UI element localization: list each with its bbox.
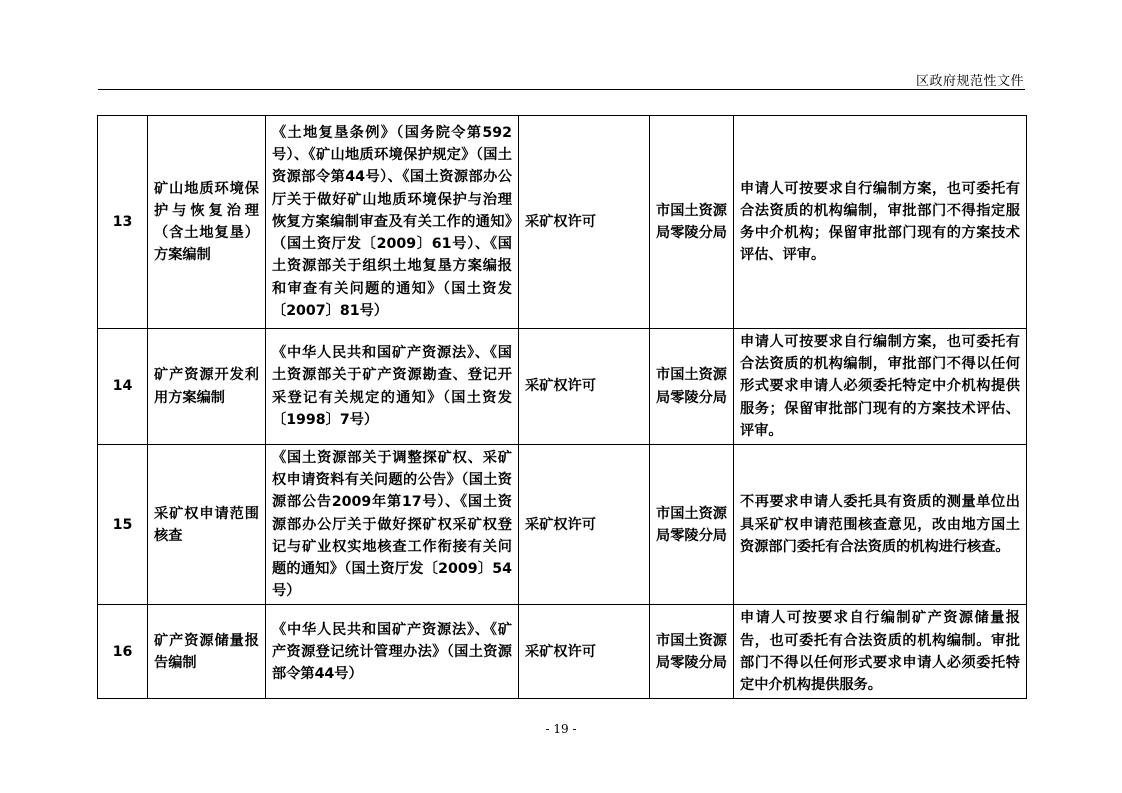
document-header-title: 区政府规范性文件 [915,74,1024,89]
approval-category: 采矿权许可 [519,605,650,699]
items-table [97,115,1027,699]
table-row [98,445,1027,605]
legal-basis: 《国土资源部关于调整探矿权、采矿权申请资料有关问题的公告》（国土资源部公告2009年第17号）、《国土资源部办公厅关于做好探矿权采矿权登记与矿业权实地核查工作衔接有关问题的通知》（国土资厅发〔2009〕54号） [266,445,519,605]
legal-basis: 《中华人民共和国矿产资源法》、《矿产资源登记统计管理办法》（国土资源部令第44号） [266,605,519,699]
legal-basis: 《土地复垦条例》（国务院令第592号）、《矿山地质环境保护规定》（国土资源部令第44号）、《国土资源部办公厅关于做好矿山地质环境保护与治理恢复方案编制审查及有关工作的通知》（国土资厅发〔2009〕61号）、《国土资源部关于组织土地复垦方案编报和审查有关问题的通知》（国土资发〔2007〕81号） [266,116,519,329]
approval-category: 采矿权许可 [519,116,650,329]
handling-measure: 申请人可按要求自行编制矿产资源储量报告，也可委托有合法资质的机构编制。审批部门不得以任何形式要求申请人必须委托特定中介机构提供服务。 [734,605,1027,699]
approval-category: 采矿权许可 [519,329,650,445]
row-number: 14 [98,329,148,445]
item-name: 采矿权申请范围核查 [148,445,266,605]
handling-measure: 不再要求申请人委托具有资质的测量单位出具采矿权申请范围核查意见，改由地方国土资源部门委托有合法资质的机构进行核查。 [734,445,1027,605]
responsible-department: 市国土资源局零陵分局 [650,329,734,445]
table-row [98,605,1027,699]
handling-measure: 申请人可按要求自行编制方案，也可委托有合法资质的机构编制，审批部门不得以任何形式要求申请人必须委托特定中介机构提供服务；保留审批部门现有的方案技术评估、评审。 [734,329,1027,445]
legal-basis: 《中华人民共和国矿产资源法》、《国土资源部关于矿产资源勘查、登记开采登记有关规定的通知》（国土资发〔1998〕7号） [266,329,519,445]
item-name: 矿山地质环境保护与恢复治理（含土地复垦）方案编制 [148,116,266,329]
row-number: 13 [98,116,148,329]
responsible-department: 市国土资源局零陵分局 [650,605,734,699]
responsible-department: 市国土资源局零陵分局 [650,116,734,329]
approval-category: 采矿权许可 [519,445,650,605]
header-divider [98,89,1025,90]
item-name: 矿产资源开发利用方案编制 [148,329,266,445]
item-name: 矿产资源储量报告编制 [148,605,266,699]
row-number: 16 [98,605,148,699]
table-row [98,116,1027,329]
page-number: - 19 - [545,722,577,736]
table-row [98,329,1027,445]
row-number: 15 [98,445,148,605]
handling-measure: 申请人可按要求自行编制方案，也可委托有合法资质的机构编制，审批部门不得指定服务中介机构；保留审批部门现有的方案技术评估、评审。 [734,116,1027,329]
responsible-department: 市国土资源局零陵分局 [650,445,734,605]
